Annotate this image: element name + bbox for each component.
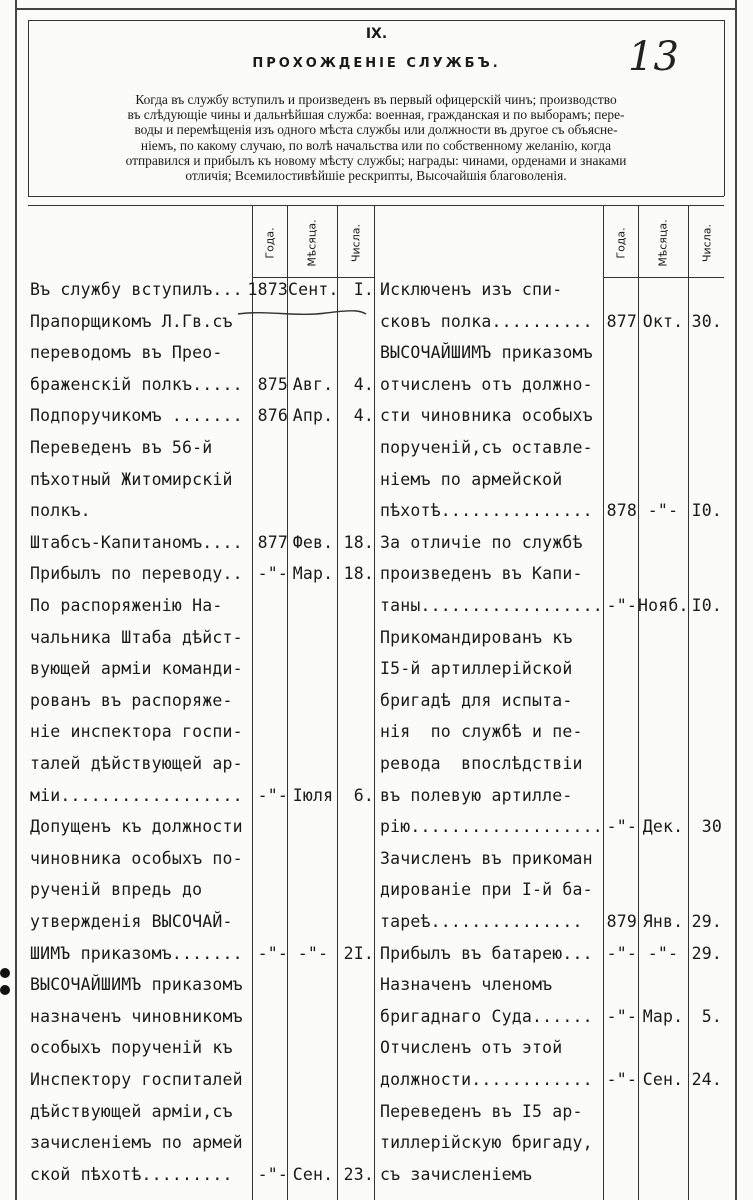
entry-day: 4.: [353, 406, 374, 426]
entry-month: Мар.: [292, 564, 334, 584]
table-row: [380, 533, 740, 567]
entry-year: -"-: [257, 785, 288, 805]
column-header-day: Числа.: [349, 223, 363, 263]
entry-text: дированіе при I-й ба-: [380, 880, 593, 900]
entry-text: таны..................: [380, 596, 603, 615]
table-row: [380, 1038, 740, 1072]
entry-month: Апр.: [292, 406, 334, 426]
entry-text: переводомъ въ Прео-: [30, 343, 223, 363]
entry-text: браженскій полкъ.....: [30, 374, 243, 394]
entry-month: Окт.: [642, 311, 684, 331]
entry-text: Штабсъ-Капитаномъ....: [30, 532, 243, 552]
table-row: [30, 1070, 390, 1104]
table-row: [30, 849, 390, 883]
entry-text: Подпоручикомъ .......: [30, 406, 243, 426]
entry-year: -"-: [606, 943, 637, 963]
entry-year: 879: [606, 912, 637, 931]
table-row: [380, 375, 740, 409]
table-row: [380, 912, 740, 946]
entry-text: бригадѣ для испыта-: [380, 690, 573, 710]
header-separator-right: [603, 277, 724, 278]
entry-day: 23.: [343, 1164, 374, 1184]
table-row: [380, 786, 740, 820]
entry-year: 877: [257, 532, 288, 552]
entry-text: съ зачисленіемъ: [380, 1164, 533, 1184]
table-row: [380, 817, 740, 851]
entry-text: Прибылъ въ батарею...: [380, 943, 593, 963]
entry-text: ніе инспектора госпи-: [30, 722, 243, 742]
table-row: [380, 596, 740, 630]
instruction-line: ніемъ, по какому случаю, по волѣ начальства или по собственному желанію, когда: [140, 137, 612, 153]
header-box-bottom: [28, 196, 724, 197]
entry-day: I0.: [691, 501, 722, 521]
binding-hole: [0, 968, 10, 978]
table-top-line: [28, 205, 724, 206]
column-header-day: Числа.: [700, 223, 714, 263]
entry-month: Сен.: [292, 1164, 334, 1184]
entry-text: чальника Штаба дѣйст-: [30, 627, 243, 647]
table-row: [380, 501, 740, 535]
page-number: 13: [628, 34, 679, 80]
entry-text: талей дѣйствующей ар-: [30, 754, 243, 773]
entry-text: ШИМЪ приказомъ.......: [30, 943, 243, 963]
entry-text: пѣхотѣ...............: [380, 501, 593, 521]
table-row: [30, 786, 390, 820]
table-row: [380, 849, 740, 883]
entry-text: Отчисленъ отъ этой: [380, 1038, 563, 1058]
instruction-line: въ слѣдующіе чины и дальнѣйшая служба: военная, гражданская и по выборамъ; пере-: [127, 107, 625, 123]
table-row: [30, 564, 390, 598]
entry-text: назначенъ чиновникомъ: [30, 1006, 243, 1026]
entry-month: Іюля: [292, 785, 334, 805]
column-header-month: Мѣсяца.: [305, 219, 319, 267]
entry-month: Нояб.: [638, 596, 689, 615]
entry-text: ревода впослѣдствіи: [380, 754, 583, 773]
table-row: [30, 975, 390, 1009]
table-row: [30, 1007, 390, 1041]
entry-year: -"-: [257, 943, 288, 963]
entry-text: должности............: [380, 1070, 593, 1089]
table-row: [30, 628, 390, 662]
entry-text: Переведенъ въ I5 ар-: [380, 1101, 583, 1121]
entry-month: -"-: [647, 501, 679, 521]
entry-text: тареѣ...............: [380, 912, 583, 931]
table-row: [30, 912, 390, 946]
table-row: [380, 406, 740, 440]
table-row: [30, 438, 390, 472]
entry-month: Мар.: [642, 1006, 684, 1026]
entry-text: ВЫСОЧАЙШИМЪ приказомъ: [380, 343, 593, 363]
entry-text: По распоряженію На-: [30, 596, 223, 615]
table-row: [380, 1102, 740, 1136]
header-box-top: [28, 20, 724, 21]
table-row: [30, 1038, 390, 1072]
entry-year: -"-: [606, 1006, 637, 1026]
entry-text: Прапорщикомъ Л.Гв.съ: [30, 311, 233, 331]
table-row: [30, 817, 390, 851]
entry-year: -"-: [606, 817, 637, 837]
entry-text: вующей арміи команди-: [30, 659, 243, 679]
table-row: [380, 754, 740, 788]
entry-year: -"-: [257, 564, 288, 584]
entry-month: -"-: [297, 943, 329, 963]
entry-text: дѣйствующей арміи,съ: [30, 1101, 233, 1121]
entry-text: зачисленіемъ по армей: [30, 1133, 243, 1153]
column-header-year: Года.: [614, 227, 628, 259]
entry-month: Янв.: [642, 912, 684, 931]
instruction-line: Когда въ службу вступилъ и произведенъ въ первый офицерскій чинъ; производство: [135, 92, 617, 107]
entry-text: утвержденія ВЫСОЧАЙ-: [30, 912, 233, 931]
entry-text: пѣхотный Житомирскій: [30, 469, 233, 489]
entry-text: Переведенъ въ 56-й: [30, 438, 213, 457]
entry-month: Дек.: [642, 817, 684, 837]
table-row: [30, 691, 390, 725]
entry-text: рію...................: [380, 817, 603, 837]
table-row: [30, 343, 390, 377]
table-row: [30, 406, 390, 440]
entry-text: Инспектору госпиталей: [30, 1070, 243, 1089]
entry-month: Сен.: [642, 1070, 684, 1089]
entry-day: 30: [701, 817, 722, 837]
entry-day: 18.: [343, 564, 374, 584]
entry-text: произведенъ въ Капи-: [380, 564, 583, 584]
table-row: [30, 754, 390, 788]
entry-text: ВЫСОЧАЙШИМЪ приказомъ: [30, 975, 243, 995]
entry-text: тиллерійскую бригаду,: [380, 1133, 593, 1153]
pen-underline: [236, 308, 368, 318]
table-row: [30, 1165, 390, 1199]
table-row: [380, 1133, 740, 1167]
entry-text: Зачисленъ въ прикоман: [380, 848, 593, 868]
table-row: [30, 533, 390, 567]
entry-text: сковъ полка..........: [380, 311, 593, 331]
table-row: [380, 1070, 740, 1104]
instruction-line: воды и перемѣщенія изъ одного мѣста службы или должности въ другое съ объясне-: [134, 122, 618, 138]
entry-text: рученій впредь до: [30, 880, 203, 900]
entry-year: 878: [606, 501, 637, 521]
entry-text: особыхъ порученій къ: [30, 1038, 233, 1058]
table-row: [380, 691, 740, 725]
page-title: ПРОХОЖДЕНІЕ СЛУЖБЪ.: [252, 56, 501, 71]
table-row: [380, 312, 740, 346]
page-border-top: [15, 8, 737, 10]
entry-year: 876: [257, 406, 288, 426]
binding-hole: [0, 985, 10, 995]
header-box-right: [724, 20, 725, 196]
entry-day: 2I.: [343, 943, 374, 963]
table-row: [30, 596, 390, 630]
table-row: [380, 564, 740, 598]
entry-day: I0.: [691, 596, 722, 615]
entry-year: 875: [257, 374, 288, 394]
section-number: IX.: [365, 26, 388, 42]
entry-day: 6.: [353, 785, 374, 805]
table-row: [380, 438, 740, 472]
table-row: [380, 880, 740, 914]
table-row: [380, 944, 740, 978]
page-border-left: [15, 0, 17, 1200]
entry-text: отчисленъ отъ должно-: [380, 374, 593, 394]
table-row: [30, 470, 390, 504]
header-box-left: [28, 20, 29, 196]
entry-month: -"-: [647, 943, 679, 963]
entry-text: міи..................: [30, 785, 243, 805]
table-row: [30, 375, 390, 409]
table-row: [380, 659, 740, 693]
entry-text: За отличіе по службѣ: [380, 532, 583, 552]
entry-day: 29.: [691, 912, 722, 931]
table-row: [380, 722, 740, 756]
entry-text: полкъ.: [30, 501, 91, 521]
table-row: [30, 944, 390, 978]
entry-day: 30.: [691, 311, 722, 331]
entry-year: -"-: [606, 596, 637, 615]
entry-month: Авг.: [292, 374, 334, 394]
entry-text: нія по службѣ и пе-: [380, 722, 583, 742]
entry-year: 877: [606, 311, 637, 331]
entry-text: Исключенъ изъ спи-: [380, 280, 563, 299]
table-row: [380, 280, 740, 314]
entry-text: I5-й артиллерійской: [380, 659, 573, 679]
entry-text: сти чиновника особыхъ: [380, 406, 593, 426]
entry-text: въ полевую артилле-: [380, 785, 573, 805]
table-row: [30, 722, 390, 756]
entry-text: Прикомандированъ къ: [380, 627, 573, 647]
table-row: [30, 1102, 390, 1136]
entry-text: ніемъ по армейской: [380, 469, 563, 489]
table-row: [380, 1007, 740, 1041]
entry-text: Прибылъ по переводу..: [30, 564, 243, 584]
entry-day: 29.: [691, 943, 722, 963]
entry-text: порученій,съ оставле-: [380, 438, 593, 457]
table-row: [30, 880, 390, 914]
column-header-year: Года.: [263, 227, 277, 259]
table-row: [30, 1133, 390, 1167]
entry-year: -"-: [257, 1164, 288, 1184]
table-row: [380, 975, 740, 1009]
table-row: [380, 470, 740, 504]
column-header-month: Мѣсяца.: [656, 219, 670, 267]
entry-text: Въ службу вступилъ...: [30, 280, 243, 299]
table-row: [380, 1165, 740, 1199]
entry-month: Сент.: [288, 280, 339, 299]
entry-day: 4.: [353, 374, 374, 394]
instruction-line: отличія; Всемилостивѣйшіе рескрипты, Высочайшія благоволенія.: [185, 168, 567, 184]
instruction-text: [36, 92, 716, 183]
table-row: [30, 659, 390, 693]
entry-text: рованъ въ распоряже-: [30, 690, 233, 710]
entry-text: чиновника особыхъ по-: [30, 848, 243, 868]
entry-month: Фев.: [292, 532, 334, 552]
entry-year: 1873: [247, 280, 288, 299]
entry-text: бригаднаго Суда......: [380, 1006, 593, 1026]
entry-text: Допущенъ къ должности: [30, 817, 243, 837]
entry-day: 24.: [691, 1070, 722, 1089]
table-row: [30, 501, 390, 535]
table-row: [380, 343, 740, 377]
table-row: [380, 628, 740, 662]
entry-day: 5.: [701, 1006, 722, 1026]
entry-text: ской пѣхотѣ.........: [30, 1164, 233, 1184]
entry-day: I.: [353, 280, 374, 299]
entry-year: -"-: [606, 1070, 637, 1089]
entry-day: 18.: [343, 532, 374, 552]
header-separator-left: [252, 277, 374, 278]
instruction-line: отправился и прибылъ къ новому мѣсту службы; награды: чинами, орденами и знаками: [125, 152, 627, 168]
entry-text: Назначенъ членомъ: [380, 975, 553, 995]
